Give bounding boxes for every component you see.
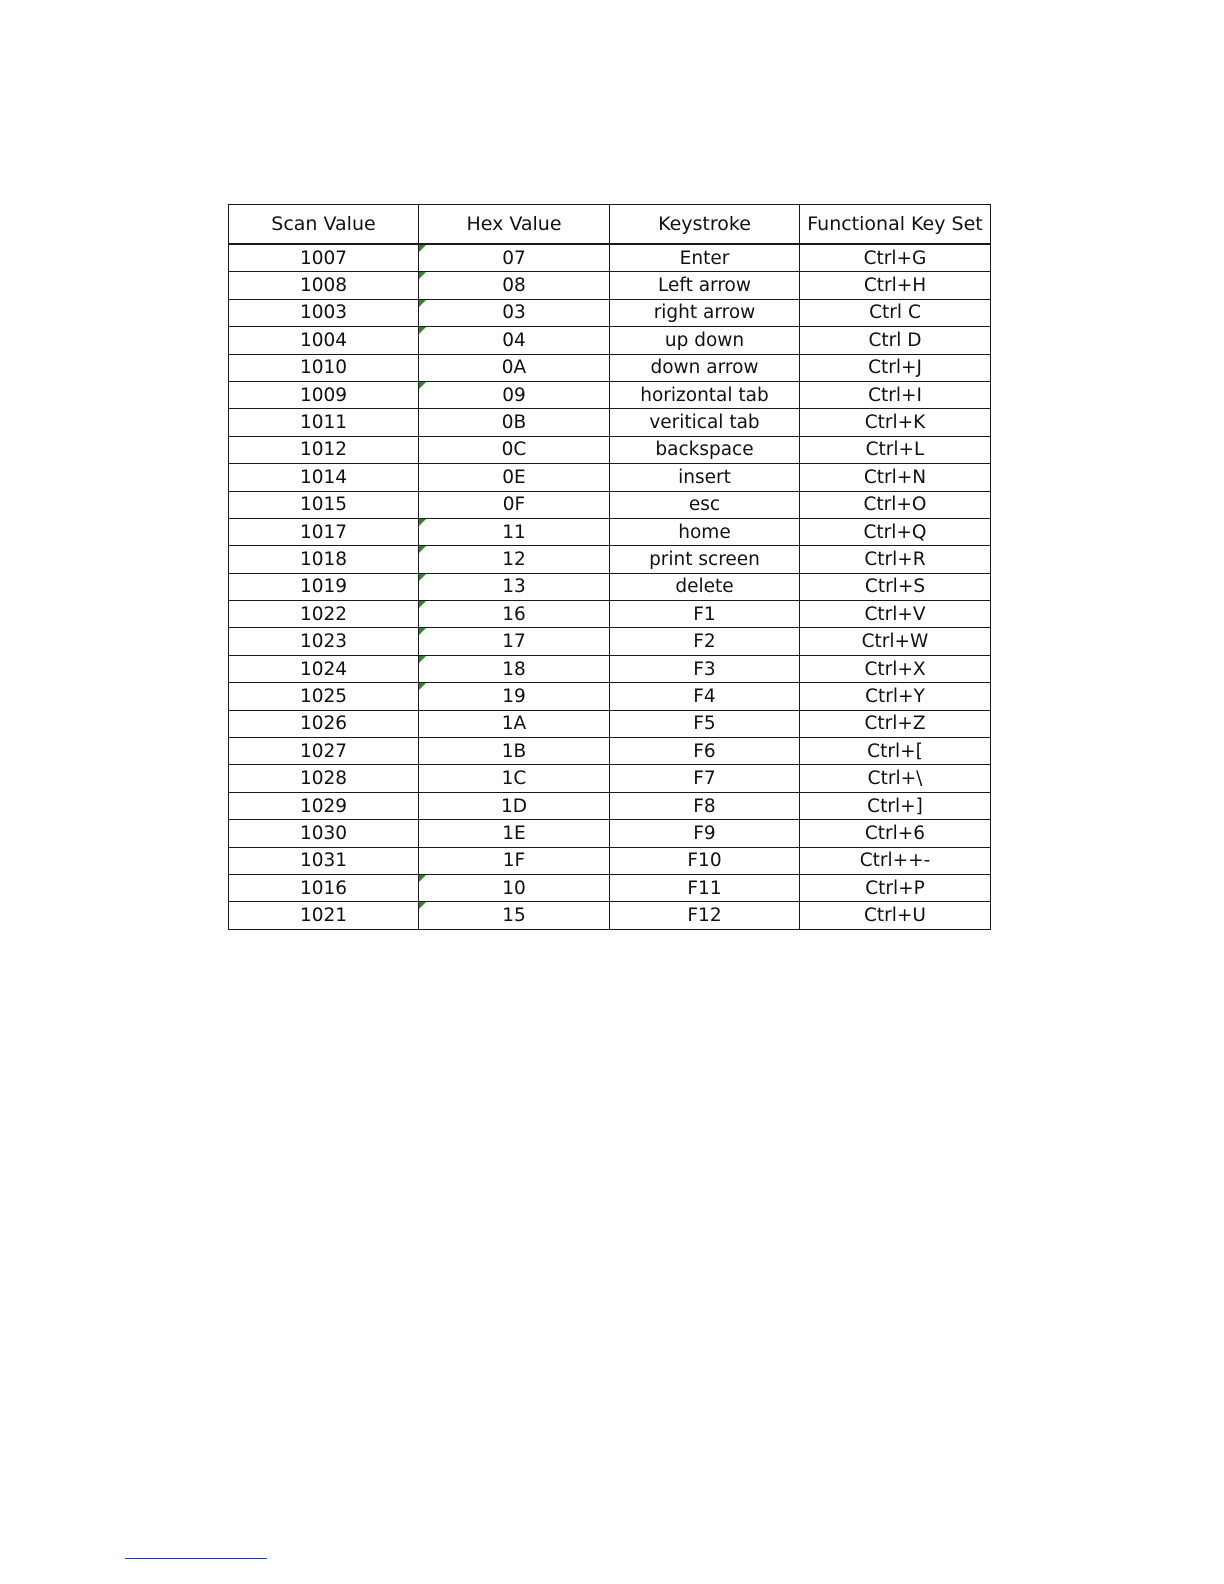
cell-hex-value: 1A (419, 710, 610, 737)
cell-scan-value: 1007 (229, 244, 419, 272)
header-hex-value: Hex Value (419, 205, 610, 245)
cell-keystroke: down arrow (610, 354, 800, 381)
cell-keystroke: Enter (610, 244, 800, 272)
cell-functional-key: Ctrl D (800, 327, 991, 354)
cell-scan-value: 1029 (229, 792, 419, 819)
cell-scan-value: 1017 (229, 518, 419, 545)
cell-scan-value: 1012 (229, 436, 419, 463)
cell-keystroke: F8 (610, 792, 800, 819)
cell-functional-key: Ctrl+J (800, 354, 991, 381)
cell-keystroke: F1 (610, 601, 800, 628)
cell-keystroke: Left arrow (610, 272, 800, 299)
cell-hex-value: 09 (419, 381, 610, 408)
cell-keystroke: delete (610, 573, 800, 600)
cell-scan-value: 1021 (229, 902, 419, 929)
cell-scan-value: 1008 (229, 272, 419, 299)
table-row (229, 354, 991, 381)
cell-hex-value: 1C (419, 765, 610, 792)
cell-keystroke: print screen (610, 546, 800, 573)
cell-hex-value: 12 (419, 546, 610, 573)
table-row (229, 518, 991, 545)
cell-functional-key: Ctrl+Q (800, 518, 991, 545)
table-row (229, 902, 991, 929)
cell-keystroke: esc (610, 491, 800, 518)
cell-hex-value: 03 (419, 299, 610, 326)
table-row (229, 683, 991, 710)
cell-scan-value: 1019 (229, 573, 419, 600)
cell-hex-value: 18 (419, 655, 610, 682)
cell-scan-value: 1030 (229, 820, 419, 847)
cell-hex-value: 10 (419, 874, 610, 901)
cell-functional-key: Ctrl+P (800, 874, 991, 901)
cell-functional-key: Ctrl+W (800, 628, 991, 655)
cell-keystroke: veritical tab (610, 409, 800, 436)
cell-functional-key: Ctrl+6 (800, 820, 991, 847)
cell-functional-key: Ctrl+U (800, 902, 991, 929)
cell-keystroke: F9 (610, 820, 800, 847)
cell-scan-value: 1022 (229, 601, 419, 628)
table-header (229, 205, 991, 245)
cell-hex-value: 1D (419, 792, 610, 819)
cell-keystroke: F2 (610, 628, 800, 655)
cell-keystroke: backspace (610, 436, 800, 463)
cell-hex-value: 1B (419, 738, 610, 765)
cell-scan-value: 1024 (229, 655, 419, 682)
cell-functional-key: Ctrl+S (800, 573, 991, 600)
cell-scan-value: 1010 (229, 354, 419, 381)
cell-functional-key: Ctrl+] (800, 792, 991, 819)
cell-hex-value: 0A (419, 354, 610, 381)
table-body (229, 244, 991, 929)
cell-scan-value: 1025 (229, 683, 419, 710)
cell-keystroke: up down (610, 327, 800, 354)
cell-hex-value: 19 (419, 683, 610, 710)
cell-functional-key: Ctrl+K (800, 409, 991, 436)
cell-scan-value: 1016 (229, 874, 419, 901)
cell-scan-value: 1014 (229, 464, 419, 491)
cell-functional-key: Ctrl+X (800, 655, 991, 682)
cell-functional-key: Ctrl C (800, 299, 991, 326)
cell-scan-value: 1011 (229, 409, 419, 436)
cell-functional-key: Ctrl+Z (800, 710, 991, 737)
cell-hex-value: 16 (419, 601, 610, 628)
cell-functional-key: Ctrl+Y (800, 683, 991, 710)
keymap-table (228, 204, 991, 930)
cell-hex-value: 0E (419, 464, 610, 491)
table-row (229, 628, 991, 655)
cell-keystroke: home (610, 518, 800, 545)
table-row (229, 244, 991, 272)
cell-keystroke: F4 (610, 683, 800, 710)
cell-hex-value: 0B (419, 409, 610, 436)
header-scan-value: Scan Value (229, 205, 419, 245)
cell-scan-value: 1018 (229, 546, 419, 573)
cell-keystroke: insert (610, 464, 800, 491)
table-row (229, 381, 991, 408)
cell-hex-value: 08 (419, 272, 610, 299)
cell-functional-key: Ctrl+R (800, 546, 991, 573)
header-row (229, 205, 991, 245)
cell-scan-value: 1031 (229, 847, 419, 874)
table-row (229, 436, 991, 463)
table-row (229, 299, 991, 326)
cell-scan-value: 1009 (229, 381, 419, 408)
cell-scan-value: 1028 (229, 765, 419, 792)
cell-hex-value: 0F (419, 491, 610, 518)
cell-keystroke: F11 (610, 874, 800, 901)
table-row (229, 573, 991, 600)
cell-keystroke: F10 (610, 847, 800, 874)
cell-functional-key: Ctrl+\ (800, 765, 991, 792)
cell-keystroke: horizontal tab (610, 381, 800, 408)
table-row (229, 655, 991, 682)
cell-scan-value: 1023 (229, 628, 419, 655)
cell-functional-key: Ctrl+N (800, 464, 991, 491)
cell-hex-value: 0C (419, 436, 610, 463)
table-row (229, 272, 991, 299)
cell-functional-key: Ctrl+L (800, 436, 991, 463)
cell-scan-value: 1004 (229, 327, 419, 354)
table-row (229, 847, 991, 874)
cell-hex-value: 1E (419, 820, 610, 847)
header-keystroke: Keystroke (610, 205, 800, 245)
cell-keystroke: right arrow (610, 299, 800, 326)
table-row (229, 820, 991, 847)
cell-hex-value: 13 (419, 573, 610, 600)
cell-keystroke: F6 (610, 738, 800, 765)
cell-keystroke: F3 (610, 655, 800, 682)
table-row (229, 464, 991, 491)
table-row (229, 601, 991, 628)
cell-functional-key: Ctrl++- (800, 847, 991, 874)
cell-functional-key: Ctrl+[ (800, 738, 991, 765)
cell-scan-value: 1026 (229, 710, 419, 737)
cell-hex-value: 07 (419, 244, 610, 272)
cell-hex-value: 15 (419, 902, 610, 929)
table-row (229, 874, 991, 901)
cell-keystroke: F12 (610, 902, 800, 929)
table-row (229, 327, 991, 354)
table-row (229, 491, 991, 518)
table-row (229, 792, 991, 819)
cell-functional-key: Ctrl+I (800, 381, 991, 408)
cell-functional-key: Ctrl+H (800, 272, 991, 299)
table-row (229, 546, 991, 573)
cell-scan-value: 1003 (229, 299, 419, 326)
header-functional-key-set: Functional Key Set (800, 205, 991, 245)
cell-hex-value: 17 (419, 628, 610, 655)
cell-hex-value: 1F (419, 847, 610, 874)
cell-scan-value: 1015 (229, 491, 419, 518)
cell-keystroke: F7 (610, 765, 800, 792)
cell-scan-value: 1027 (229, 738, 419, 765)
table-row (229, 738, 991, 765)
cell-functional-key: Ctrl+O (800, 491, 991, 518)
table-row (229, 710, 991, 737)
cell-functional-key: Ctrl+G (800, 244, 991, 272)
cell-keystroke: F5 (610, 710, 800, 737)
cell-functional-key: Ctrl+V (800, 601, 991, 628)
cell-hex-value: 04 (419, 327, 610, 354)
table-row (229, 409, 991, 436)
table-row (229, 765, 991, 792)
footnote-separator (125, 1558, 267, 1559)
cell-hex-value: 11 (419, 518, 610, 545)
